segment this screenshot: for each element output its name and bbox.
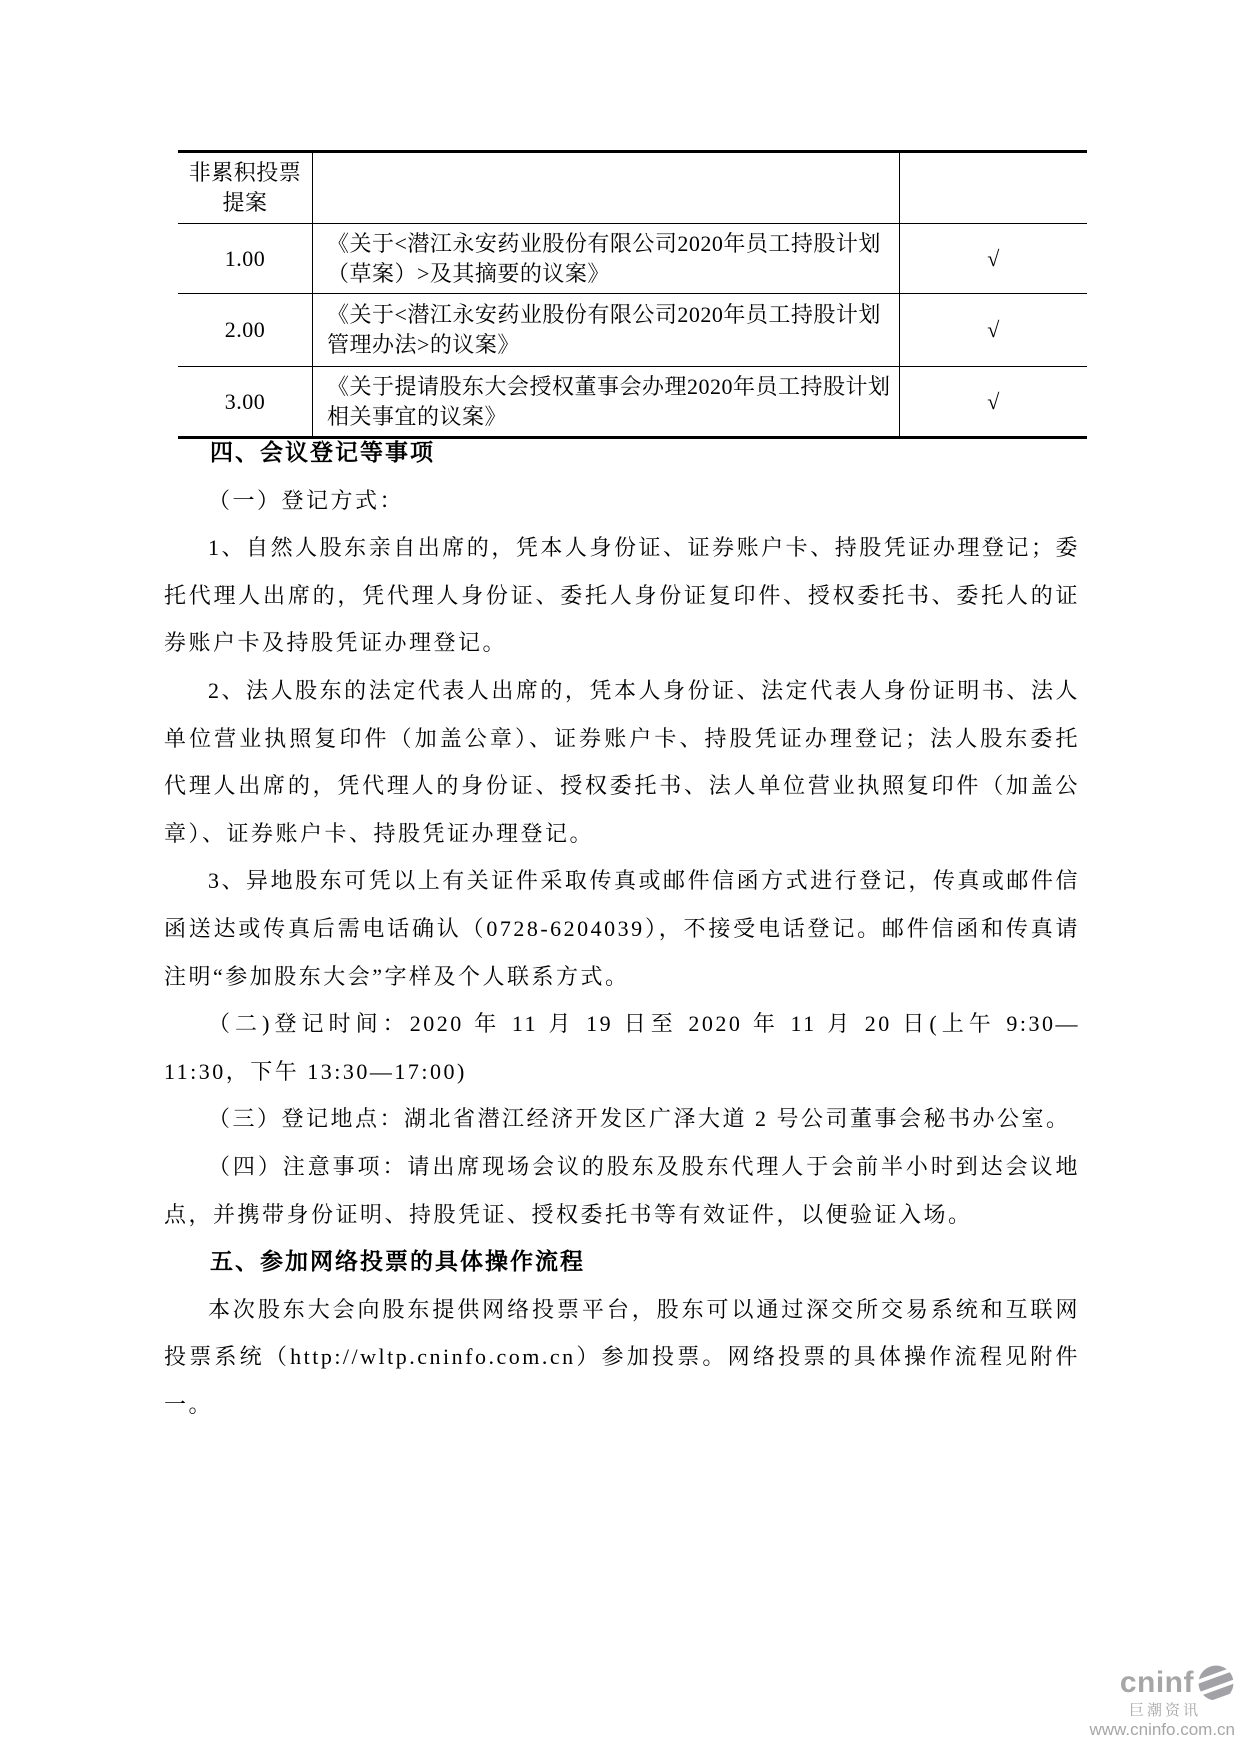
cninfo-swirl-logo-icon	[1197, 1664, 1235, 1702]
document-body	[164, 429, 1080, 1428]
header-vote-cell	[900, 152, 1088, 224]
proposal-title: 《关于提请股东大会授权董事会办理2020年员工持股计划相关事宜的议案》	[313, 367, 900, 438]
table-row	[178, 224, 1087, 294]
cninfo-site-name: 巨潮资讯	[1128, 1701, 1201, 1719]
paragraph-legal-person-registration: 2、法人股东的法定代表人出席的，凭本人身份证、法定代表人身份证明书、法人单位营业执照复印件（加盖公章）、证券账户卡、持股凭证办理登记；法人股东委托代理人出席的，凭代理人的身份证、授权委托书、法人单位营业执照复印件（加盖公章）、证券账户卡、持股凭证办理登记。	[164, 677, 1080, 846]
proposal-title: 《关于<潜江永安药业股份有限公司2020年员工持股计划管理办法>的议案》	[313, 294, 900, 367]
vote-checkmark: √	[900, 224, 1088, 294]
vote-checkmark: √	[900, 367, 1088, 438]
paragraph-attention-notes: （四）注意事项：请出席现场会议的股东及股东代理人于会前半小时到达会议地点，并携带身份证明、持股凭证、授权委托书等有效证件，以便验证入场。	[164, 1153, 1080, 1227]
cninfo-watermark-top	[1090, 1664, 1236, 1702]
header-proposal-name-cell	[313, 152, 900, 224]
table-row	[178, 367, 1087, 438]
cninfo-watermark	[1090, 1664, 1236, 1740]
proposal-number: 1.00	[178, 224, 313, 294]
cninfo-brand-text: cninf	[1119, 1666, 1194, 1700]
paragraph-online-voting-platform: 本次股东大会向股东提供网络投票平台，股东可以通过深交所交易系统和互联网投票系统（http://wltp.cninfo.com.cn）参加投票。网络投票的具体操作流程见附件一。	[164, 1296, 1080, 1417]
section-heading-registration: 四、会议登记等事项	[210, 439, 435, 465]
table-header-row	[178, 152, 1087, 224]
voting-proposals-table	[178, 150, 1087, 439]
table-row	[178, 294, 1087, 367]
paragraph-registration-time: （二)登记时间：2020 年 11 月 19 日至 2020 年 11 月 20 日(上午 9:30—11:30，下午 13:30—17:00)	[164, 1011, 1080, 1084]
vote-checkmark: √	[900, 294, 1088, 367]
header-noncumulative-proposals: 非累积投票提案	[188, 160, 302, 215]
proposal-title: 《关于<潜江永安药业股份有限公司2020年员工持股计划（草案）>及其摘要的议案》	[313, 224, 900, 294]
proposal-number: 2.00	[178, 294, 313, 367]
proposal-number: 3.00	[178, 367, 313, 438]
section-heading-online-voting: 五、参加网络投票的具体操作流程	[210, 1248, 585, 1275]
paragraph-remote-shareholder-registration: 3、异地股东可凭以上有关证件采取传真或邮件信函方式进行登记，传真或邮件信函送达或传真后需电话确认（0728-6204039），不接受电话登记。邮件信函和传真请注明“参加股东大会”字样及个人联系方式。	[164, 868, 1080, 989]
cninfo-site-url: www.cninfo.com.cn	[1089, 1720, 1235, 1740]
paragraph-registration-method-label: （一）登记方式：	[208, 487, 405, 513]
paragraph-natural-person-registration: 1、自然人股东亲自出席的，凭本人身份证、证券账户卡、持股凭证办理登记；委托代理人出席的，凭代理人身份证、委托人身份证复印件、授权委托书、委托人的证券账户卡及持股凭证办理登记。	[164, 535, 1080, 656]
paragraph-registration-location: （三）登记地点：湖北省潜江经济开发区广泽大道 2 号公司董事会秘书办公室。	[208, 1106, 1071, 1132]
